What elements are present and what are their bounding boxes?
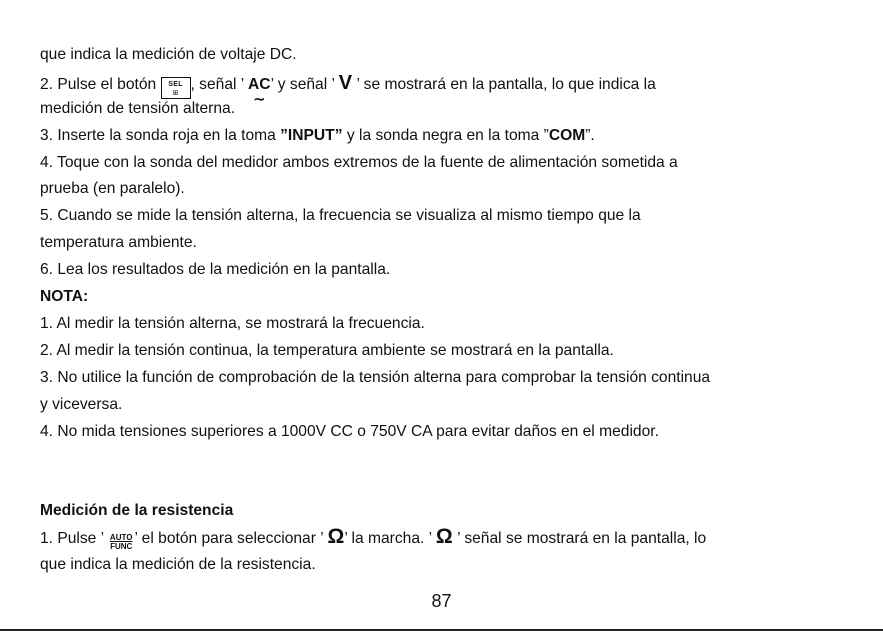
res-text-a: 1. Pulse ’ <box>40 530 104 547</box>
text-line-5: 4. Toque con la sonda del medidor ambos extremos de la fuente de alimentación sometida a <box>40 154 678 171</box>
note-heading: NOTA: <box>40 288 89 305</box>
text-line-1: que indica la medición de voltaje DC. <box>40 46 297 63</box>
note-line-3: 3. No utilice la función de comprobación de la tensión alterna para comprobar la tensión continua <box>40 369 711 386</box>
omega-icon: Ω <box>327 525 345 548</box>
section-heading: Medición de la resistencia <box>40 502 234 519</box>
page-number: 87 <box>431 591 452 611</box>
bottom-rule <box>0 629 883 631</box>
omega-icon-2: Ω <box>435 525 453 548</box>
text-line-9: 6. Lea los resultados de la medición en la pantalla. <box>40 261 391 278</box>
ac-label: AC <box>248 76 271 93</box>
step3-text-b: y la sonda negra en la toma <box>346 127 540 144</box>
com-prefix: ” <box>543 127 549 144</box>
note-line-1: 1. Al medir la tensión alterna, se mostrará la frecuencia. <box>40 315 425 332</box>
text-line-2 <box>40 72 656 108</box>
text-line-8: temperatura ambiente. <box>40 234 197 251</box>
v-symbol: V <box>338 72 353 94</box>
resistance-line-1 <box>40 527 706 551</box>
text-line-3: medición de tensión alterna. <box>40 100 236 117</box>
note-line-4: y viceversa. <box>40 396 123 413</box>
step2-text-b: , señal ’ <box>190 76 244 93</box>
text-line-6: prueba (en paralelo). <box>40 180 185 197</box>
text-line-7: 5. Cuando se mide la tensión alterna, la frecuencia se visualiza al mismo tiempo que la <box>40 207 641 224</box>
func-label: FUNC <box>110 542 133 551</box>
res-text-c: ’ la marcha. ’ <box>344 530 432 547</box>
auto-label: AUTO <box>109 533 133 542</box>
res-text-b: ’ el botón para seleccionar ’ <box>134 530 324 547</box>
res-text-d: ’ señal se mostrará en la pantalla, lo <box>457 530 707 547</box>
text-line-4 <box>40 126 595 146</box>
sel-button-label: SEL <box>168 81 183 88</box>
input-label: ”INPUT” <box>280 127 343 144</box>
note-line-5: 4. No mida tensiones superiores a 1000V CC o 750V CA para evitar daños en el medidor. <box>40 423 659 440</box>
ac-symbol <box>248 75 271 108</box>
sel-sub-icon: ⊞ <box>172 90 179 97</box>
tilde-icon: ∼ <box>253 91 266 108</box>
note-line-2: 2. Al medir la tensión continua, la temperatura ambiente se mostrará en la pantalla. <box>40 342 614 359</box>
step3-text-c: ”. <box>585 127 595 144</box>
step2-text-a: 2. Pulse el botón <box>40 76 157 93</box>
step2-text-c: ’ y señal ’ <box>270 76 335 93</box>
com-label: COM <box>548 127 586 144</box>
sel-button-icon <box>161 77 191 99</box>
step3-text-a: 3. Inserte la sonda roja en la toma <box>40 127 276 144</box>
auto-func-icon <box>110 533 133 551</box>
resistance-line-2: que indica la medición de la resistencia. <box>40 556 316 573</box>
step2-text-d: ’ se mostrará en la pantalla, lo que indica la <box>356 76 656 93</box>
